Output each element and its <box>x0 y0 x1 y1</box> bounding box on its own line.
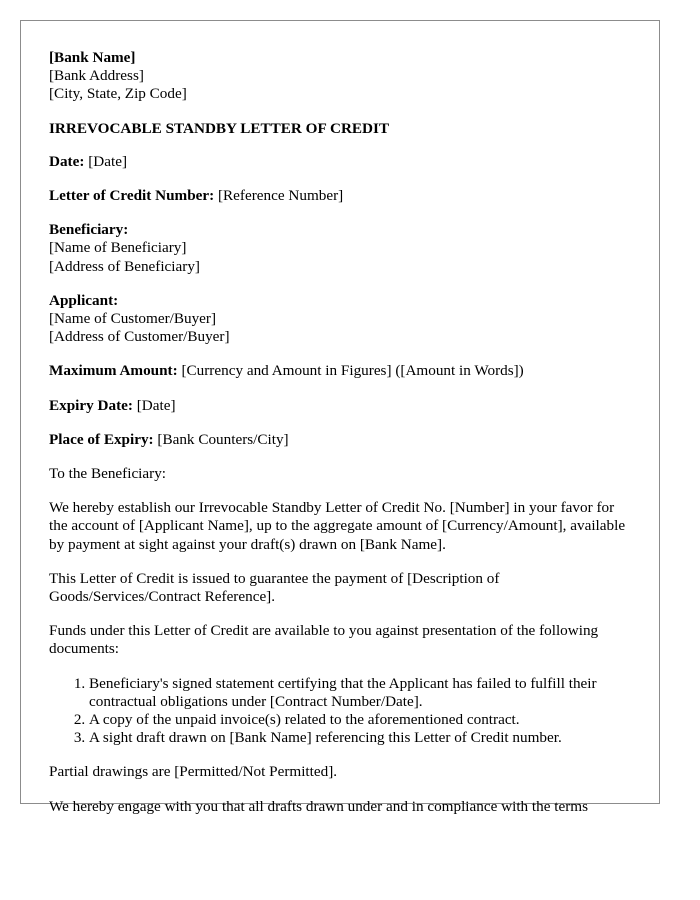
beneficiary-section <box>49 221 631 276</box>
date-value: [Date] <box>88 152 128 170</box>
applicant-address: [Address of Customer/Buyer] <box>49 328 230 346</box>
lc-number-value: [Reference Number] <box>217 187 344 205</box>
establish-paragraph: We hereby establish our Irrevocable Standby Letter of Credit No. [Number] in your favor for the account of [Applicant Name], up to the aggregate amount of [Currency/Amount], available by payment at sight against your draft(s) drawn on [Bank Name]. <box>49 499 626 553</box>
date-label: Date: <box>49 152 85 170</box>
partial-drawings-paragraph: Partial drawings are [Permitted/Not Permitted]. <box>49 763 338 781</box>
beneficiary-address: [Address of Beneficiary] <box>49 257 200 275</box>
beneficiary-label: Beneficiary: <box>49 221 129 239</box>
document-title: IRREVOCABLE STANDBY LETTER OF CREDIT <box>49 119 390 137</box>
letter-content <box>21 21 659 816</box>
letter-page <box>20 20 660 815</box>
guarantee-paragraph: This Letter of Credit is issued to guarantee the payment of [Description of Goods/Services/Contract Reference]. <box>49 569 500 606</box>
list-item: 1. Beneficiary's signed statement certifying that the Applicant has failed to fulfill their contractual obligations under [Contract Number/Date]. <box>89 675 631 711</box>
expiry-date-value: [Date] <box>136 396 176 414</box>
list-item: 2. A copy of the unpaid invoice(s) related to the aforementioned contract. <box>89 711 631 729</box>
list-item: 3. A sight draft drawn on [Bank Name] referencing this Letter of Credit number. <box>89 729 631 747</box>
applicant-name: [Name of Customer/Buyer] <box>49 310 217 328</box>
date-field <box>49 153 631 171</box>
documents-list <box>49 675 631 748</box>
engagement-paragraph: We hereby engage with you that all drafts drawn under and in compliance with the terms <box>49 797 589 815</box>
bank-header <box>49 49 631 104</box>
bank-name: [Bank Name] <box>49 49 136 66</box>
max-amount-value: [Currency and Amount in Figures] ([Amount in Words]) <box>181 362 524 380</box>
max-amount-field <box>49 362 631 380</box>
place-of-expiry-label: Place of Expiry: <box>49 430 154 448</box>
place-of-expiry-value: [Bank Counters/City] <box>157 430 289 448</box>
applicant-label: Applicant: <box>49 291 119 309</box>
salutation: To the Beneficiary: <box>49 465 167 483</box>
bank-address: [Bank Address] <box>49 67 144 85</box>
applicant-section <box>49 292 631 347</box>
lc-number-label: Letter of Credit Number: <box>49 187 215 205</box>
beneficiary-name: [Name of Beneficiary] <box>49 239 187 257</box>
place-of-expiry-field <box>49 431 631 449</box>
expiry-date-label: Expiry Date: <box>49 396 133 414</box>
funds-paragraph: Funds under this Letter of Credit are available to you against presentation of the following documents: <box>49 622 599 658</box>
lc-number-field <box>49 187 631 205</box>
expiry-date-field <box>49 397 631 415</box>
bank-city-state-zip: [City, State, Zip Code] <box>49 85 187 103</box>
max-amount-label: Maximum Amount: <box>49 362 178 380</box>
